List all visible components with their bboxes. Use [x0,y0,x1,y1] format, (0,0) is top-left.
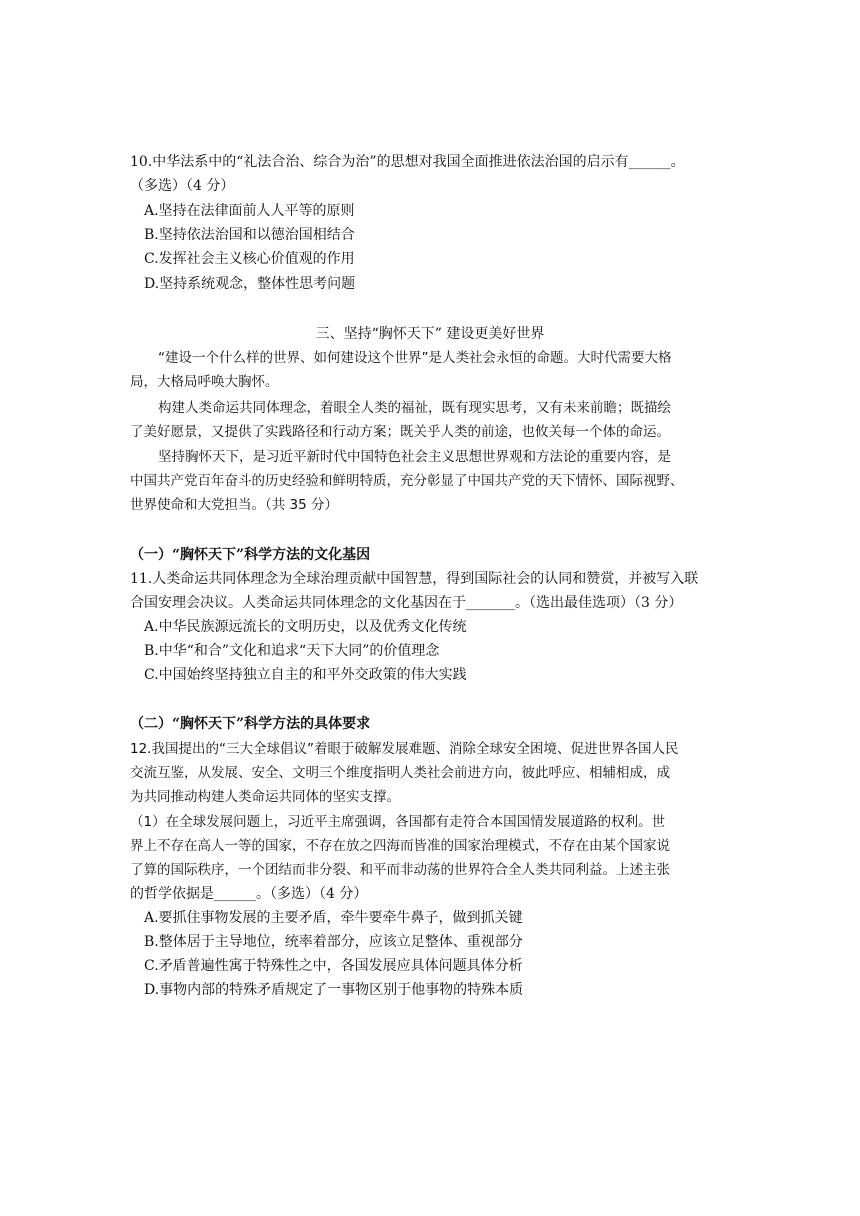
section-paragraph-line: 世界使命和大党担当。（共 35 分） [130,497,339,513]
q10-stem: 10.中华法系中的“礼法合治、综合为治”的思想对我国全面推进依法治国的启示有______。 [130,154,685,170]
section-paragraph-line: 了美好愿景，又提供了实践路径和行动方案；既关乎人类的前途，也攸关每一个体的命运。 [130,424,670,440]
section-title: 三、坚持“胸怀天下” 建设更美好世界 [315,326,545,342]
q10-option-c: C.发挥社会主义核心价值观的作用 [144,251,355,267]
part2-heading: （二）“胸怀天下”科学方法的具体要求 [130,716,371,732]
q10-option-d: D.坚持系统观念，整体性思考问题 [144,276,356,292]
q11-stem-line: 11.人类命运共同体理念为全球治理贡献中国智慧，得到国际社会的认同和赞赏，并被写入联 [130,571,699,587]
q12-sub1-line: 的哲学依据是______。（多选）（4 分） [130,886,368,902]
q11-option-b: B.中华“和合”文化和追求“天下大同”的价值理念 [144,643,440,659]
q11-stem-line: 合国安理会决议。人类命运共同体理念的文化基因在于_______。（选出最佳选项）（3 分） [130,595,683,611]
q10-meta: （多选）（4 分） [130,178,235,194]
section-paragraph-line: 坚持胸怀天下，是习近平新时代中国特色社会主义思想世界观和方法论的重要内容，是 [158,449,671,465]
q12-intro-line: 交流互鉴，从发展、安全、文明三个维度指明人类社会前进方向，彼此呼应、相辅相成，成 [130,765,670,781]
q12-sub1-line: 界上不存在高人一等的国家，不存在放之四海而皆准的国家治理模式，不存在由某个国家说 [130,838,670,854]
q11-option-c: C.中国始终坚持独立自主的和平外交政策的伟大实践 [144,667,467,683]
q11-option-a: A.中华民族源远流长的文明历史，以及优秀文化传统 [144,619,467,635]
q10-option-b: B.坚持依法治国和以德治国相结合 [144,227,355,243]
q12-option-b: B.整体居于主导地位，统率着部分，应该立足整体、重视部分 [144,934,523,950]
q10-option-a: A.坚持在法律面前人人平等的原则 [144,203,355,219]
section-paragraph-line: 中国共产党百年奋斗的历史经验和鲜明特质，充分彰显了中国共产党的天下情怀、国际视野、 [130,473,684,489]
q12-option-a: A.要抓住事物发展的主要矛盾，牵牛要牵牛鼻子，做到抓关键 [144,910,523,926]
part1-heading: （一）“胸怀天下”科学方法的文化基因 [130,547,371,563]
q12-intro-line: 12.我国提出的“三大全球倡议”着眼于破解发展难题、消除全球安全困境、促进世界各国人民 [130,741,679,757]
section-paragraph-line: 构建人类命运共同体理念，着眼全人类的福祉，既有现实思考，又有未来前瞻；既描绘 [158,400,671,416]
section-paragraph-line: “建设一个什么样的世界、如何建设这个世界”是人类社会永恒的命题。大时代需要大格 [158,350,672,366]
q12-option-c: C.矛盾普遍性寓于特殊性之中，各国发展应具体问题具体分析 [144,958,523,974]
q12-sub1-line: 了算的国际秩序，一个团结而非分裂、和平而非动荡的世界符合全人类共同利益。上述主张 [130,862,670,878]
q12-intro-line: 为共同推动构建人类命运共同体的坚实支撑。 [130,789,400,805]
q12-option-d: D.事物内部的特殊矛盾规定了一事物区别于他事物的特殊本质 [144,982,524,998]
section-paragraph-line: 局，大格局呼唤大胸怀。 [130,374,279,390]
q12-sub1-line: （1）在全球发展问题上，习近平主席强调，各国都有走符合本国国情发展道路的权利。世 [130,814,666,830]
